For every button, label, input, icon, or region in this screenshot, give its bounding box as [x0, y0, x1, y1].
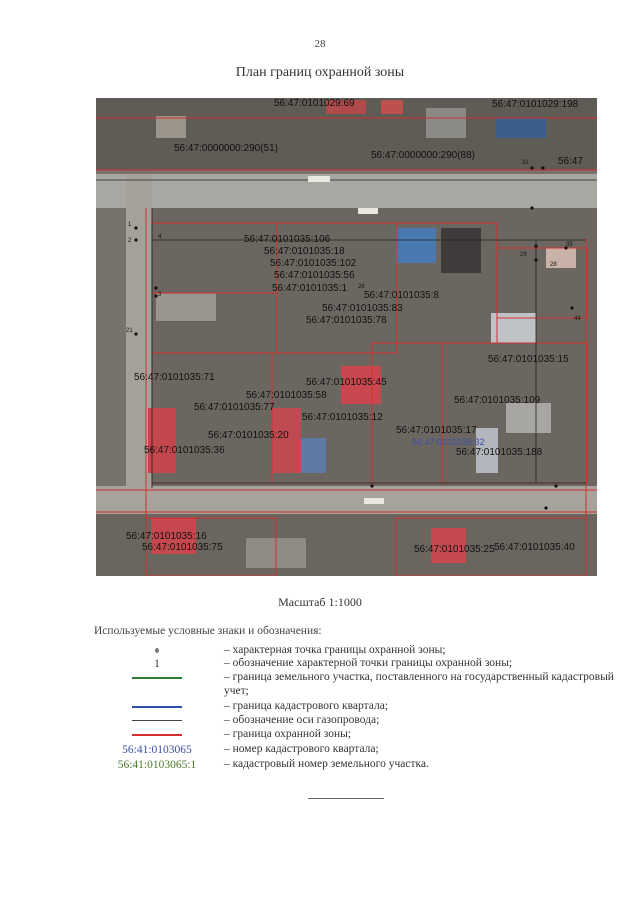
legend-item-parcel-number: [94, 757, 614, 772]
parcel-label: 56:47:0101035:71: [134, 372, 215, 383]
street-north: [96, 174, 597, 208]
green-line-icon: [132, 677, 182, 679]
boundary-point: [554, 484, 557, 487]
point-dot-icon: [155, 648, 159, 653]
point-number-label: 31: [522, 160, 529, 166]
blue-line-icon: [132, 706, 182, 708]
legend-text: – обозначение характерной точки границы охранной зоны;: [224, 657, 513, 669]
legend-text: – граница земельного участка, поставленного на государственный кадастровый учет;: [224, 671, 614, 697]
map-image: [96, 98, 597, 576]
red-line-icon: [132, 734, 182, 736]
parcel-label: 56:47:0101035:40: [494, 542, 575, 553]
quarter-label: 56:47:0101035:32: [412, 437, 485, 447]
roof: [381, 100, 403, 114]
boundary-point: [134, 226, 137, 229]
legend-symbol: [94, 670, 220, 685]
parcel-label: 56:47:0101035:78: [306, 315, 387, 326]
parcel-label: 56:47:0101035:17: [396, 425, 477, 436]
point-number-label: 2: [128, 238, 132, 244]
legend-text: – обозначение оси газопровода;: [224, 714, 380, 726]
page-number: 28: [314, 38, 326, 50]
legend-text: – граница кадастрового квартала;: [224, 700, 389, 712]
map-scale: Масштаб 1:1000: [278, 595, 362, 609]
boundary-point: [534, 244, 537, 247]
point-number-label: 35: [566, 242, 573, 248]
parcel-label: 56:47:0101035:18: [264, 246, 345, 257]
parcel-label: 56:47:0101035:106: [244, 234, 331, 245]
roof: [441, 228, 481, 273]
boundary-point: [570, 306, 573, 309]
parcel-label: 56:47:0000000:290(88): [371, 150, 475, 161]
parcel-label: 56:47:0101035:15: [488, 354, 569, 365]
parcel-label: 56:47:0101035:20: [208, 430, 289, 441]
boundary-point: [544, 506, 547, 509]
street-sign: [358, 208, 378, 214]
parcel-label: 56:47:0101035:102: [270, 258, 357, 269]
point-number-label: 26: [358, 284, 365, 290]
legend-symbol: [94, 713, 220, 728]
legend-text: – характерная точка границы охранной зоны;: [224, 644, 446, 656]
boundary-point: [154, 286, 157, 289]
legend-text: – номер кадастрового квартала;: [224, 743, 379, 755]
roof: [156, 116, 186, 138]
parcel-label: 56:47:0101035:45: [306, 377, 387, 388]
legend-item-quarter-number: [94, 742, 614, 757]
roof: [426, 108, 466, 138]
roof: [496, 118, 546, 138]
parcel-label: 56:47:0000000:290(51): [174, 143, 278, 154]
legend-title: Используемые условные знаки и обозначения:: [94, 625, 322, 637]
parcel-label: 56:47:0101035:12: [302, 412, 383, 423]
legend-symbol: [94, 699, 220, 714]
quarter-number-sample: 56:41:0103065: [122, 743, 192, 756]
legend-text: – кадастровый номер земельного участка.: [224, 758, 429, 770]
point-number-label: 21: [126, 328, 133, 334]
footer-divider: [308, 798, 384, 799]
legend-symbol: [94, 727, 220, 742]
boundary-point: [530, 166, 533, 169]
dark-line-icon: [132, 720, 182, 721]
street-sign: [364, 498, 384, 504]
boundary-point: [541, 166, 544, 169]
legend-point-number: 1: [154, 657, 160, 670]
legend-item-point-number: [94, 656, 614, 671]
point-number-label: 4: [158, 234, 162, 240]
point-number-label: 28: [550, 262, 557, 268]
legend-symbol: [94, 656, 220, 671]
roof-blue: [396, 228, 436, 263]
parcel-label: 56:47:0101035:77: [194, 402, 275, 413]
parcel-label: 56:47:0101035:36: [144, 445, 225, 456]
legend-item-protection-zone: [94, 727, 614, 742]
legend-item-pipeline-axis: [94, 713, 614, 728]
parcel-label: 56:47:0101035:56: [274, 270, 355, 281]
point-number-label: 29: [520, 252, 527, 258]
parcel-label: 56:47:0101035:83: [322, 303, 403, 314]
parcel-label: 56:47:0101035:188: [456, 447, 543, 458]
roof: [156, 293, 216, 321]
roof: [506, 403, 551, 433]
parcel-label: 56:47:0101035:109: [454, 395, 541, 406]
parcel-number-sample: 56:41:0103065:1: [117, 758, 197, 771]
legend-item-land-parcel: [94, 670, 614, 700]
point-number-label: 3: [158, 292, 162, 298]
boundary-point: [134, 238, 137, 241]
point-number-label: 1: [128, 222, 132, 228]
page-title: План границ охранной зоны: [235, 65, 405, 80]
street-sign: [308, 176, 330, 182]
parcel-label: 56:47:0101035:58: [246, 390, 327, 401]
parcel-label: 56:47:0101035:25: [414, 544, 495, 555]
parcel-label: 56:47:0101029:69: [274, 98, 355, 109]
parcel-label: 56:47:0101035:16: [126, 531, 207, 542]
legend-item-quarter-boundary: [94, 699, 614, 714]
legend-symbol: [94, 757, 220, 772]
parcel-label: 56:47:0101029:198: [492, 99, 579, 110]
point-number-label: 44: [574, 316, 581, 322]
legend-symbol: [94, 742, 220, 757]
boundary-point: [530, 206, 533, 209]
boundary-point: [134, 332, 137, 335]
parcel-label: 56:47: [558, 156, 584, 167]
roof-blue: [301, 438, 326, 473]
parcel-label: 56:47:0101035:1: [272, 283, 348, 294]
legend-text: – граница охранной зоны;: [224, 728, 352, 740]
map-svg: [96, 98, 597, 576]
boundary-point: [534, 258, 537, 261]
boundary-point: [370, 484, 373, 487]
parcel-label: 56:47:0101035:8: [364, 290, 440, 301]
parcel-label: 56:47:0101035:75: [142, 542, 223, 553]
